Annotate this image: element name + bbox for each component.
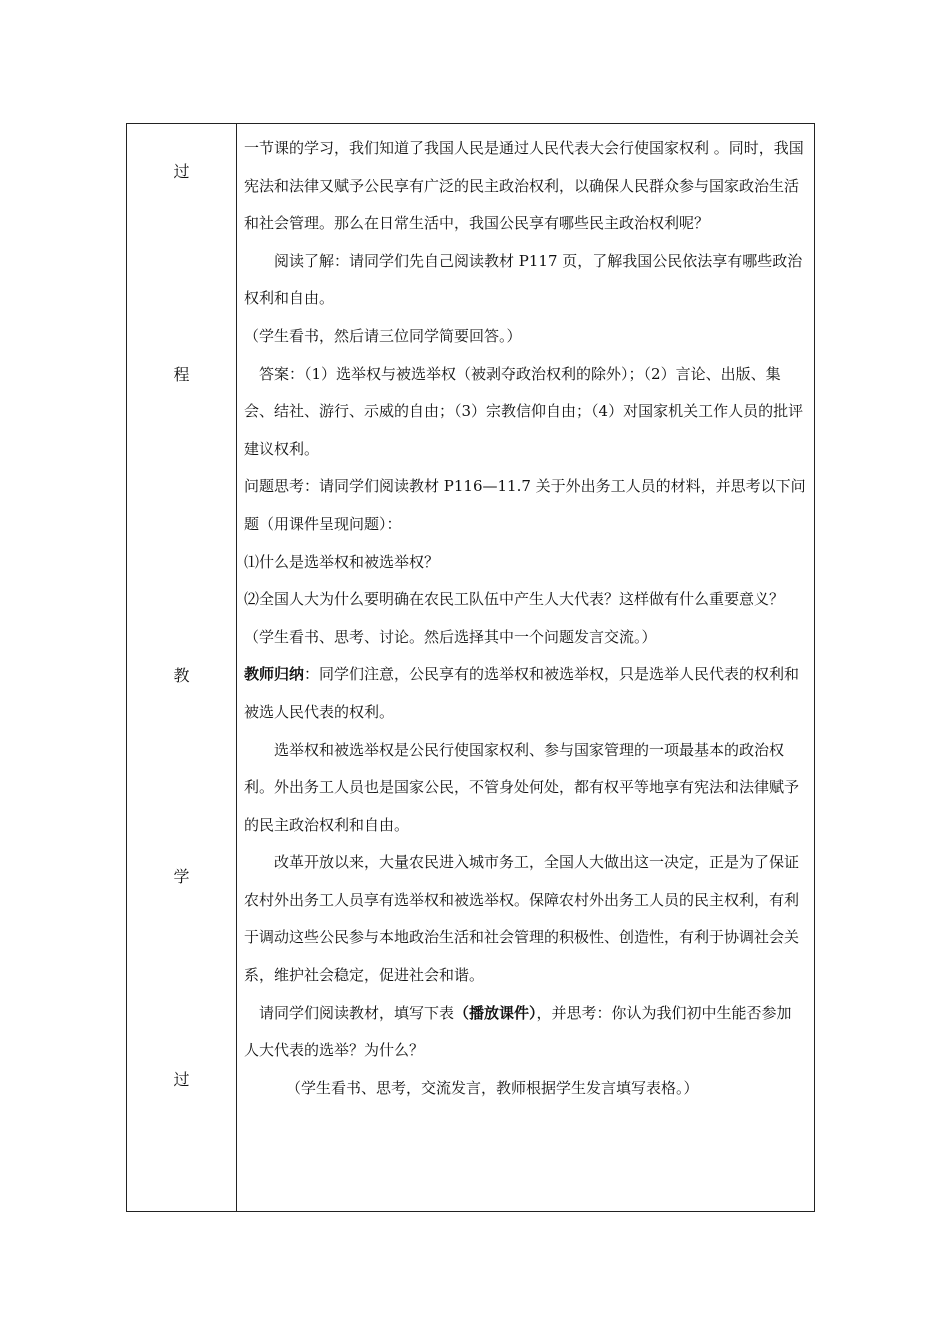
paragraph-election-rights: 选举权和被选举权是公民行使国家权利、参与国家管理的一项最基本的政治权利。外出务工人员也是国家公民，不管身处何处，都有权平等地享有宪法和法律赋予的民主政治权利和自由。 xyxy=(244,740,800,834)
paragraph-question-2: ⑵全国人大为什么要明确在农民工队伍中产生人大代表？这样做有什么重要意义？ xyxy=(244,590,785,609)
side-label-jiao: 教 xyxy=(173,666,190,685)
fill-table-text-b: ，并思考：你认为我们初中生能否参加人大代表的选举？为什么？ xyxy=(244,1003,792,1060)
paragraph-teacher-summary xyxy=(244,656,806,731)
paragraph-reading: 阅读了解：请同学们先自己阅读教材 P117 页，了解我国公民依法享有哪些政治权利和自由。 xyxy=(244,251,803,308)
paragraph-fill-table xyxy=(244,995,806,1070)
side-label-guo-2: 过 xyxy=(173,1070,190,1089)
paragraph-answer: 答案：（1）选举权与被选举权（被剥夺政治权利的除外）；（2）言论、出版、集会、结社、游行、示威的自由；（3）宗教信仰自由；（4）对国家机关工作人员的批评建议权利。 xyxy=(244,364,804,458)
side-label-guo-1: 过 xyxy=(173,162,190,181)
column-divider xyxy=(236,124,237,1211)
play-courseware-label: （播放课件） xyxy=(454,1003,537,1022)
paragraph-student-note-3: （学生看书、思考，交流发言，教师根据学生发言填写表格。） xyxy=(286,1078,699,1097)
paragraph-student-note-1: （学生看书，然后请三位同学简要回答。） xyxy=(244,326,522,345)
fill-table-text-a: 请同学们阅读教材，填写下表 xyxy=(259,1003,455,1022)
paragraph-reform: 改革开放以来，大量农民进入城市务工，全国人大做出这一决定，正是为了保证农村外出务工人员享有选举权和被选举权。保障农村外出务工人员的民主权利，有利于调动这些公民参与本地政治生活和社会管理的积极性、创造性，有利于协调社会关系，维护社会稳定，促进社会和谐。 xyxy=(244,853,800,985)
paragraph-student-note-2: （学生看书、思考、讨论。然后选择其中一个问题发言交流。） xyxy=(244,627,657,646)
lesson-content xyxy=(244,130,806,1107)
paragraph-question-1: ⑴什么是选举权和被选举权？ xyxy=(244,552,440,571)
side-label-cheng: 程 xyxy=(173,365,190,384)
side-label-xue: 学 xyxy=(173,867,190,886)
teacher-summary-text: ：同学们注意，公民享有的选举权和被选举权，只是选举人民代表的权利和被选人民代表的权利。 xyxy=(244,665,800,721)
paragraph-question-prompt: 问题思考：请同学们阅读教材 P116—11.7 关于外出务工人员的材料，并思考以下问题（用课件呈现问题）： xyxy=(244,477,806,533)
paragraph-intro: 一节课的学习，我们知道了我国人民是通过人民代表大会行使国家权利 。同时，我国宪法和法律又赋予公民享有广泛的民主政治权利，以确保人民群众参与国家政治生活和社会管理。那么在日常生活中，我国公民享有哪些民主政治权利呢？ xyxy=(244,139,804,233)
lesson-table xyxy=(126,123,815,1212)
teacher-summary-label: 教师归纳 xyxy=(244,665,305,684)
